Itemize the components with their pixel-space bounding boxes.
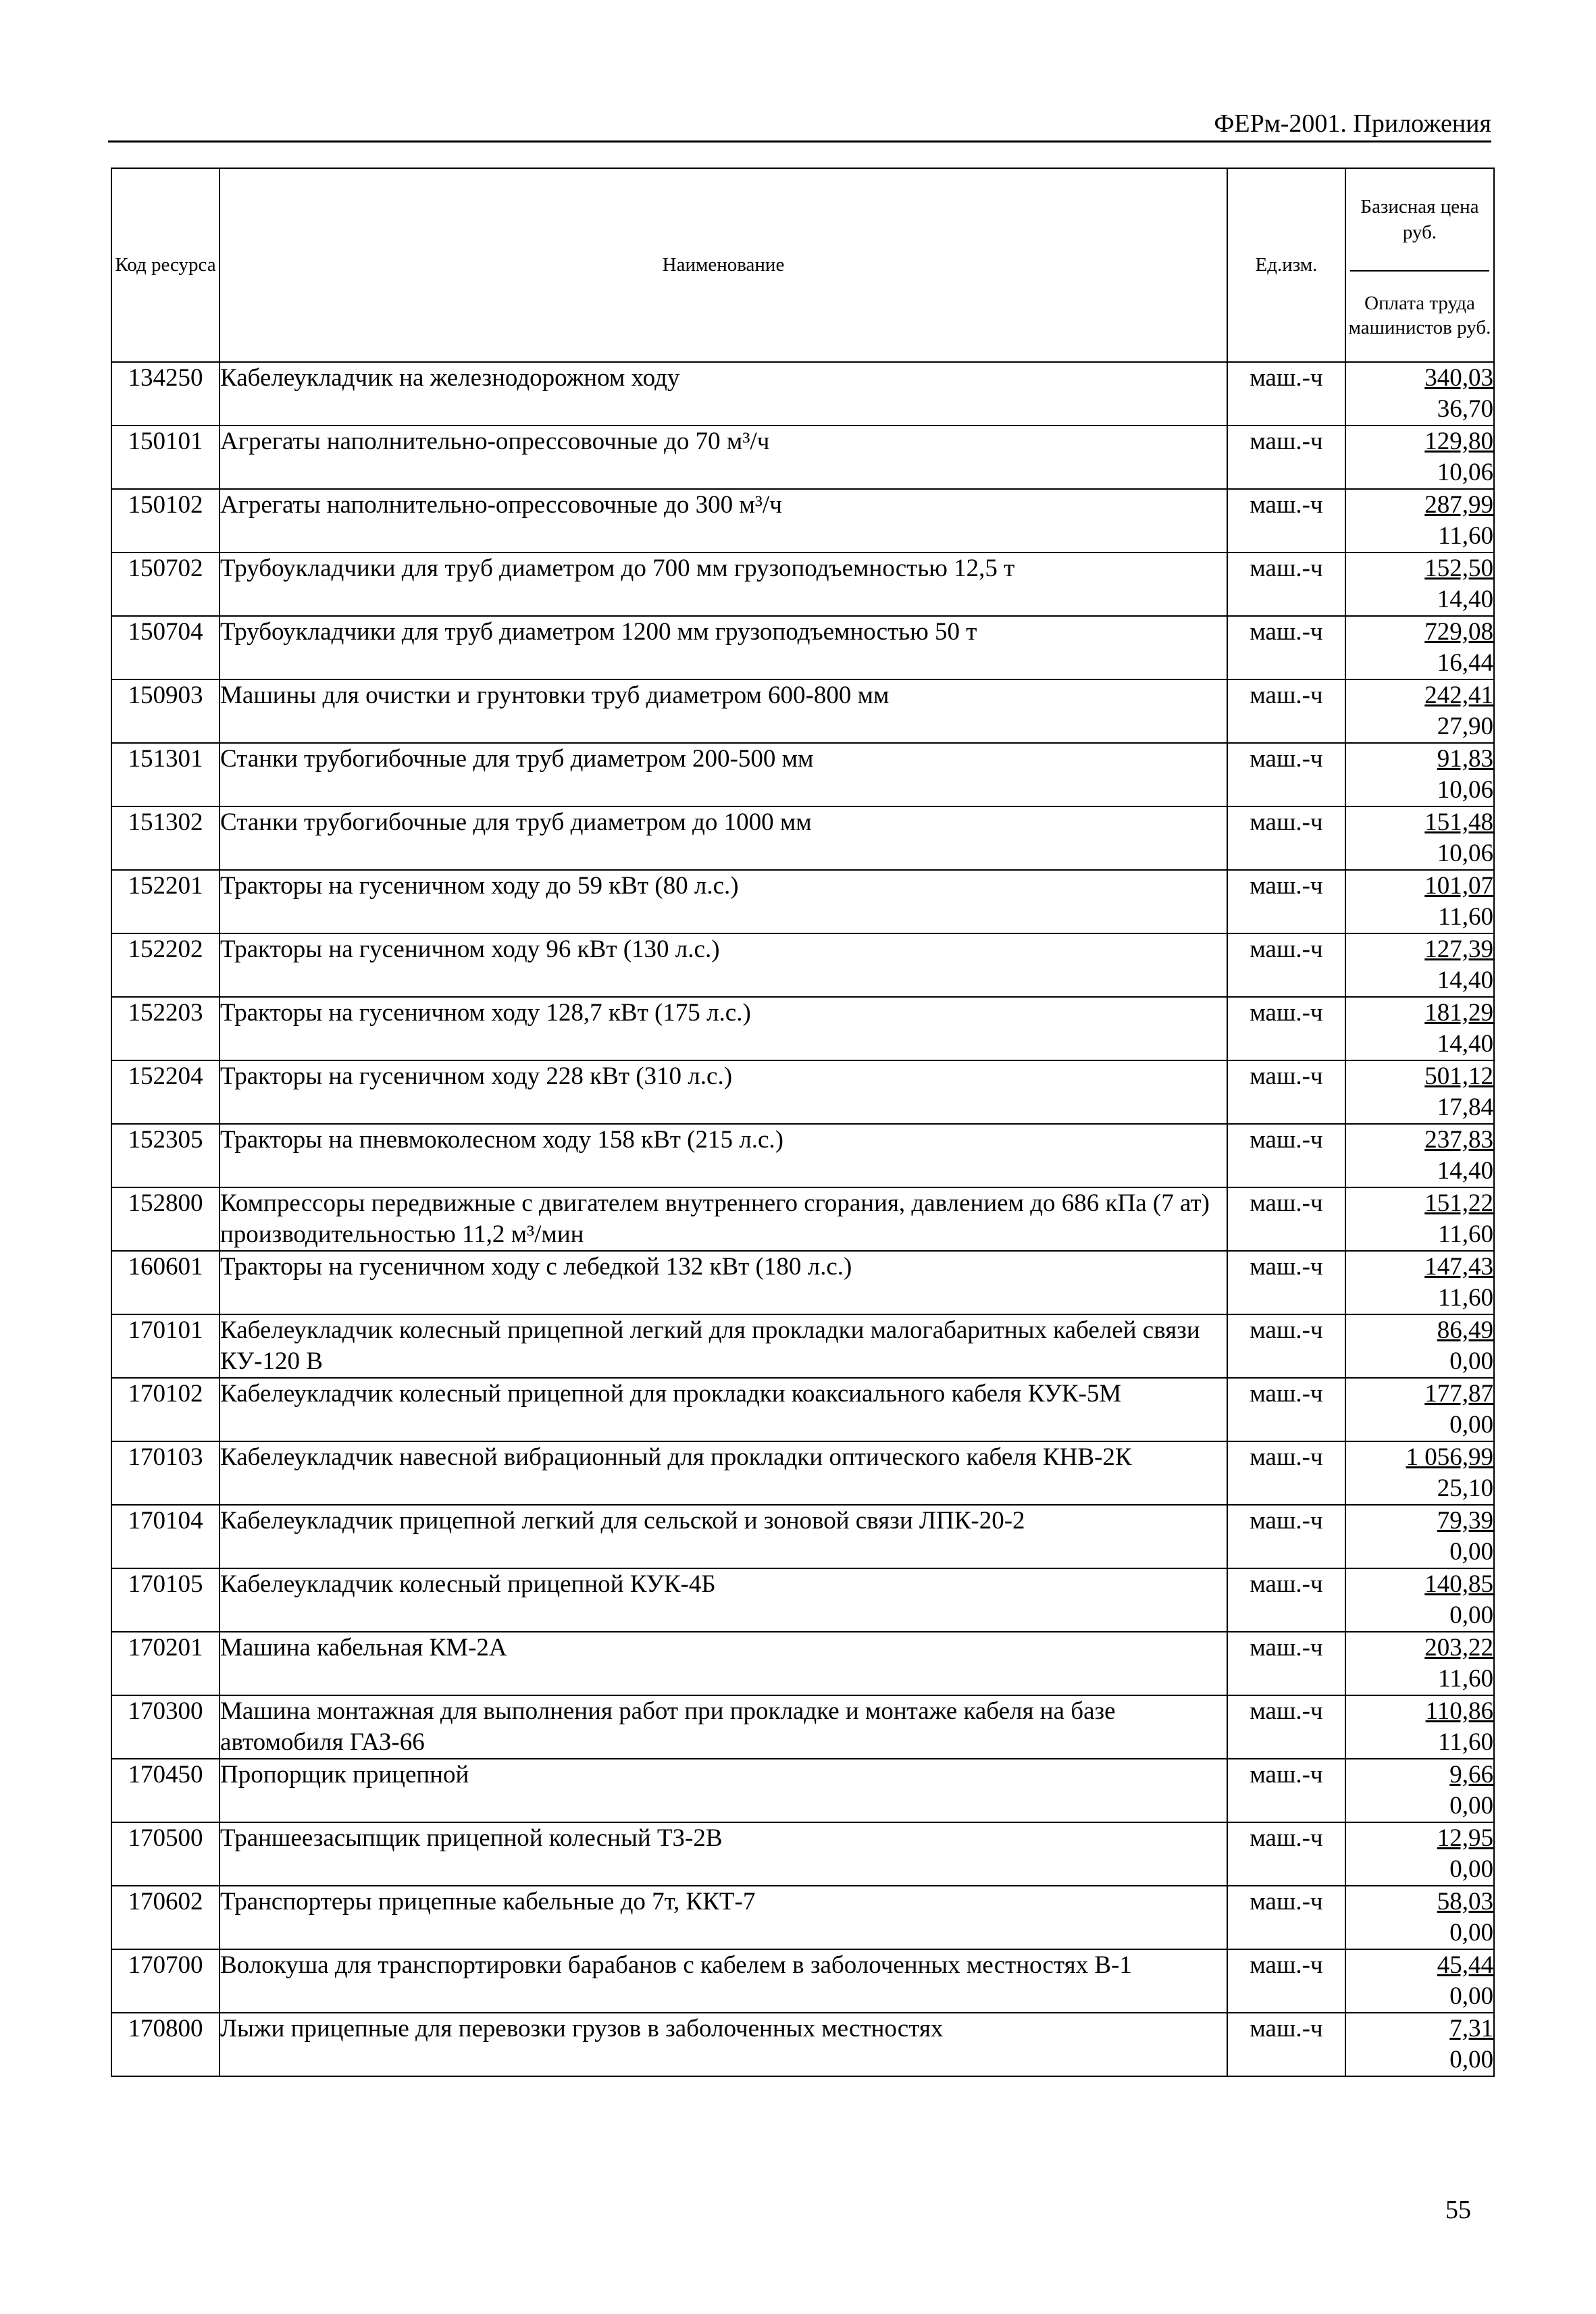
unit-cell: маш.-ч <box>1227 2013 1345 2076</box>
resource-name-cell: Машины для очистки и грунтовки труб диаметром 600-800 мм <box>220 679 1227 743</box>
table-row <box>111 997 1494 1060</box>
operator-pay-value: 16,44 <box>1437 649 1493 677</box>
price-cell <box>1345 743 1494 806</box>
base-price-value: 9,66 <box>1449 1761 1493 1789</box>
resource-name-cell: Агрегаты наполнительно-опрессовочные до 300 м³/ч <box>220 489 1227 552</box>
operator-pay-value: 25,10 <box>1437 1474 1493 1502</box>
unit-cell: маш.-ч <box>1227 806 1345 870</box>
base-price-value: 110,86 <box>1425 1697 1493 1725</box>
base-price-value: 79,39 <box>1437 1507 1493 1535</box>
resource-code-cell: 170450 <box>111 1759 220 1822</box>
operator-pay-value: 11,60 <box>1438 1665 1493 1693</box>
resource-name-cell: Станки трубогибочные для труб диаметром до 1000 мм <box>220 806 1227 870</box>
resource-name-cell: Агрегаты наполнительно-опрессовочные до 70 м³/ч <box>220 426 1227 489</box>
unit-cell: маш.-ч <box>1227 1314 1345 1378</box>
price-cell <box>1345 1632 1494 1695</box>
price-cell <box>1345 426 1494 489</box>
table-row <box>111 616 1494 679</box>
resource-code-cell: 152800 <box>111 1187 220 1251</box>
price-cell <box>1345 1251 1494 1314</box>
page-header <box>108 107 1491 143</box>
unit-cell: маш.-ч <box>1227 679 1345 743</box>
unit-cell: маш.-ч <box>1227 1378 1345 1441</box>
operator-pay-value: 17,84 <box>1437 1094 1493 1121</box>
table-row <box>111 679 1494 743</box>
price-cell <box>1345 933 1494 997</box>
price-header-pay: Оплата труда машинистов руб. <box>1348 292 1491 338</box>
price-cell <box>1345 1060 1494 1124</box>
unit-cell: маш.-ч <box>1227 933 1345 997</box>
base-price-value: 45,44 <box>1437 1951 1493 1979</box>
resource-table <box>111 168 1495 2077</box>
resource-name-cell: Лыжи прицепные для перевозки грузов в заболоченных местностях <box>220 2013 1227 2076</box>
resource-name-cell: Пропорщик прицепной <box>220 1759 1227 1822</box>
operator-pay-value: 11,60 <box>1438 1284 1493 1312</box>
operator-pay-value: 0,00 <box>1449 1601 1493 1629</box>
table-row <box>111 1632 1494 1695</box>
operator-pay-value: 36,70 <box>1437 395 1493 423</box>
unit-cell: маш.-ч <box>1227 1695 1345 1759</box>
resource-code-cell: 150704 <box>111 616 220 679</box>
page-number: 55 <box>1445 2196 1471 2224</box>
column-header-code: Код ресурса <box>111 168 220 362</box>
unit-cell: маш.-ч <box>1227 743 1345 806</box>
resource-code-cell: 170102 <box>111 1378 220 1441</box>
table-row <box>111 2013 1494 2076</box>
table-row <box>111 1251 1494 1314</box>
base-price-value: 152,50 <box>1424 555 1493 582</box>
operator-pay-value: 14,40 <box>1437 967 1493 994</box>
table-row <box>111 806 1494 870</box>
resource-code-cell: 170500 <box>111 1822 220 1886</box>
base-price-value: 147,43 <box>1424 1253 1493 1281</box>
table-row <box>111 1822 1494 1886</box>
price-cell <box>1345 552 1494 616</box>
column-header-name: Наименование <box>220 168 1227 362</box>
resource-name-cell: Тракторы на пневмоколесном ходу 158 кВт (215 л.с.) <box>220 1124 1227 1187</box>
operator-pay-value: 11,60 <box>1438 1220 1493 1248</box>
resource-code-cell: 134250 <box>111 362 220 426</box>
unit-cell: маш.-ч <box>1227 997 1345 1060</box>
unit-cell: маш.-ч <box>1227 1251 1345 1314</box>
table-row <box>111 1568 1494 1632</box>
table-row <box>111 1886 1494 1949</box>
resource-code-cell: 170104 <box>111 1505 220 1568</box>
resource-name-cell: Кабелеукладчик на железнодорожном ходу <box>220 362 1227 426</box>
resource-name-cell: Волокуша для транспортировки барабанов с кабелем в заболоченных местностях В-1 <box>220 1949 1227 2013</box>
resource-code-cell: 152201 <box>111 870 220 933</box>
resource-code-cell: 151301 <box>111 743 220 806</box>
price-cell <box>1345 362 1494 426</box>
resource-name-cell: Машина монтажная для выполнения работ при прокладке и монтаже кабеля на базе автомобиля ГАЗ-66 <box>220 1695 1227 1759</box>
resource-name-cell: Тракторы на гусеничном ходу 128,7 кВт (175 л.с.) <box>220 997 1227 1060</box>
base-price-value: 58,03 <box>1437 1888 1493 1916</box>
table-row <box>111 1187 1494 1251</box>
operator-pay-value: 11,60 <box>1438 903 1493 931</box>
price-cell <box>1345 616 1494 679</box>
unit-cell: маш.-ч <box>1227 1441 1345 1505</box>
table-row <box>111 552 1494 616</box>
table-row <box>111 1441 1494 1505</box>
column-header-unit: Ед.изм. <box>1227 168 1345 362</box>
table-body <box>111 362 1494 2076</box>
resource-name-cell: Компрессоры передвижные с двигателем внутреннего сгорания, давлением до 686 кПа (7 ат) производительностью 11,2 м³/мин <box>220 1187 1227 1251</box>
operator-pay-value: 0,00 <box>1449 1792 1493 1820</box>
resource-name-cell: Тракторы на гусеничном ходу с лебедкой 132 кВт (180 л.с.) <box>220 1251 1227 1314</box>
resource-code-cell: 152203 <box>111 997 220 1060</box>
resource-name-cell: Кабелеукладчик колесный прицепной легкий для прокладки малогабаритных кабелей связи КУ-120 В <box>220 1314 1227 1378</box>
resource-name-cell: Трубоукладчики для труб диаметром до 700 мм грузоподъемностью 12,5 т <box>220 552 1227 616</box>
base-price-value: 151,22 <box>1424 1189 1493 1217</box>
base-price-value: 340,03 <box>1424 364 1493 392</box>
unit-cell: маш.-ч <box>1227 1759 1345 1822</box>
resource-name-cell: Тракторы на гусеничном ходу 228 кВт (310 л.с.) <box>220 1060 1227 1124</box>
price-cell <box>1345 2013 1494 2076</box>
resource-name-cell: Станки трубогибочные для труб диаметром 200-500 мм <box>220 743 1227 806</box>
price-cell <box>1345 1124 1494 1187</box>
resource-code-cell: 170201 <box>111 1632 220 1695</box>
unit-cell: маш.-ч <box>1227 1187 1345 1251</box>
resource-code-cell: 160601 <box>111 1251 220 1314</box>
table-row <box>111 743 1494 806</box>
operator-pay-value: 0,00 <box>1449 1855 1493 1883</box>
resource-name-cell: Траншеезасыпщик прицепной колесный ТЗ-2В <box>220 1822 1227 1886</box>
table-row <box>111 1505 1494 1568</box>
unit-cell: маш.-ч <box>1227 616 1345 679</box>
operator-pay-value: 14,40 <box>1437 586 1493 613</box>
resource-code-cell: 152204 <box>111 1060 220 1124</box>
unit-cell: маш.-ч <box>1227 1568 1345 1632</box>
base-price-value: 729,08 <box>1424 618 1493 646</box>
base-price-value: 237,83 <box>1424 1126 1493 1154</box>
resource-code-cell: 170300 <box>111 1695 220 1759</box>
table-row <box>111 426 1494 489</box>
operator-pay-value: 0,00 <box>1449 1919 1493 1947</box>
table-row <box>111 1124 1494 1187</box>
base-price-value: 177,87 <box>1424 1380 1493 1408</box>
resource-code-cell: 150102 <box>111 489 220 552</box>
price-cell <box>1345 679 1494 743</box>
resource-name-cell: Транспортеры прицепные кабельные до 7т, ККТ-7 <box>220 1886 1227 1949</box>
price-cell <box>1345 1378 1494 1441</box>
price-cell <box>1345 1949 1494 2013</box>
table-row <box>111 870 1494 933</box>
base-price-value: 101,07 <box>1424 872 1493 900</box>
table-row <box>111 1314 1494 1378</box>
unit-cell: маш.-ч <box>1227 426 1345 489</box>
resource-name-cell: Кабелеукладчик прицепной легкий для сельской и зоновой связи ЛПК-20-2 <box>220 1505 1227 1568</box>
price-cell <box>1345 1505 1494 1568</box>
price-cell <box>1345 806 1494 870</box>
operator-pay-value: 0,00 <box>1449 2046 1493 2074</box>
base-price-value: 242,41 <box>1424 682 1493 709</box>
unit-cell: маш.-ч <box>1227 1886 1345 1949</box>
price-cell <box>1345 997 1494 1060</box>
price-cell <box>1345 489 1494 552</box>
resource-code-cell: 150903 <box>111 679 220 743</box>
table-row <box>111 1060 1494 1124</box>
base-price-value: 287,99 <box>1424 491 1493 519</box>
unit-cell: маш.-ч <box>1227 362 1345 426</box>
base-price-value: 12,95 <box>1437 1824 1493 1852</box>
resource-name-cell: Кабелеукладчик навесной вибрационный для прокладки оптического кабеля КНВ-2К <box>220 1441 1227 1505</box>
unit-cell: маш.-ч <box>1227 870 1345 933</box>
price-cell <box>1345 1695 1494 1759</box>
table-row <box>111 1378 1494 1441</box>
header-title: ФЕРм-2001. Приложения <box>1214 109 1491 138</box>
operator-pay-value: 0,00 <box>1449 1538 1493 1566</box>
resource-code-cell: 170602 <box>111 1886 220 1949</box>
base-price-value: 1 056,99 <box>1406 1443 1493 1471</box>
unit-cell: маш.-ч <box>1227 1822 1345 1886</box>
unit-cell: маш.-ч <box>1227 1124 1345 1187</box>
resource-code-cell: 150101 <box>111 426 220 489</box>
base-price-value: 151,48 <box>1424 808 1493 836</box>
unit-cell: маш.-ч <box>1227 1949 1345 2013</box>
unit-cell: маш.-ч <box>1227 489 1345 552</box>
unit-cell: маш.-ч <box>1227 552 1345 616</box>
price-cell <box>1345 1759 1494 1822</box>
base-price-value: 203,22 <box>1424 1634 1493 1662</box>
base-price-value: 129,80 <box>1424 428 1493 455</box>
operator-pay-value: 0,00 <box>1449 1347 1493 1375</box>
base-price-value: 140,85 <box>1424 1570 1493 1598</box>
table-row <box>111 489 1494 552</box>
table-row <box>111 933 1494 997</box>
price-cell <box>1345 870 1494 933</box>
resource-code-cell: 170700 <box>111 1949 220 2013</box>
base-price-value: 181,29 <box>1424 999 1493 1027</box>
table-row <box>111 362 1494 426</box>
resource-code-cell: 170800 <box>111 2013 220 2076</box>
base-price-value: 91,83 <box>1437 745 1493 773</box>
operator-pay-value: 10,06 <box>1437 459 1493 486</box>
resource-name-cell: Машина кабельная КМ-2А <box>220 1632 1227 1695</box>
resource-code-cell: 151302 <box>111 806 220 870</box>
resource-code-cell: 170105 <box>111 1568 220 1632</box>
unit-cell: маш.-ч <box>1227 1632 1345 1695</box>
price-cell <box>1345 1568 1494 1632</box>
table-row <box>111 1695 1494 1759</box>
operator-pay-value: 0,00 <box>1449 1982 1493 2010</box>
base-price-value: 86,49 <box>1437 1316 1493 1344</box>
operator-pay-value: 11,60 <box>1438 1728 1493 1756</box>
table-header-row <box>111 168 1494 362</box>
resource-name-cell: Тракторы на гусеничном ходу 96 кВт (130 л.с.) <box>220 933 1227 997</box>
resource-name-cell: Кабелеукладчик колесный прицепной для прокладки коаксиального кабеля КУК-5М <box>220 1378 1227 1441</box>
table-row <box>111 1949 1494 2013</box>
operator-pay-value: 14,40 <box>1437 1157 1493 1185</box>
price-cell <box>1345 1314 1494 1378</box>
price-cell <box>1345 1187 1494 1251</box>
base-price-value: 127,39 <box>1424 935 1493 963</box>
operator-pay-value: 10,06 <box>1437 840 1493 867</box>
price-cell <box>1345 1822 1494 1886</box>
column-header-price <box>1345 168 1494 362</box>
resource-code-cell: 170101 <box>111 1314 220 1378</box>
resource-code-cell: 152202 <box>111 933 220 997</box>
operator-pay-value: 0,00 <box>1449 1411 1493 1439</box>
resource-name-cell: Трубоукладчики для труб диаметром 1200 мм грузоподъемностью 50 т <box>220 616 1227 679</box>
resource-code-cell: 170103 <box>111 1441 220 1505</box>
price-cell <box>1345 1441 1494 1505</box>
table-row <box>111 1759 1494 1822</box>
unit-cell: маш.-ч <box>1227 1060 1345 1124</box>
resource-code-cell: 152305 <box>111 1124 220 1187</box>
operator-pay-value: 11,60 <box>1438 522 1493 550</box>
resource-code-cell: 150702 <box>111 552 220 616</box>
price-header-base: Базисная цена руб. <box>1350 169 1489 272</box>
price-cell <box>1345 1886 1494 1949</box>
operator-pay-value: 14,40 <box>1437 1030 1493 1058</box>
resource-name-cell: Кабелеукладчик колесный прицепной КУК-4Б <box>220 1568 1227 1632</box>
base-price-value: 7,31 <box>1449 2015 1493 2042</box>
operator-pay-value: 27,90 <box>1437 713 1493 740</box>
operator-pay-value: 10,06 <box>1437 776 1493 804</box>
unit-cell: маш.-ч <box>1227 1505 1345 1568</box>
resource-name-cell: Тракторы на гусеничном ходу до 59 кВт (80 л.с.) <box>220 870 1227 933</box>
base-price-value: 501,12 <box>1424 1062 1493 1090</box>
